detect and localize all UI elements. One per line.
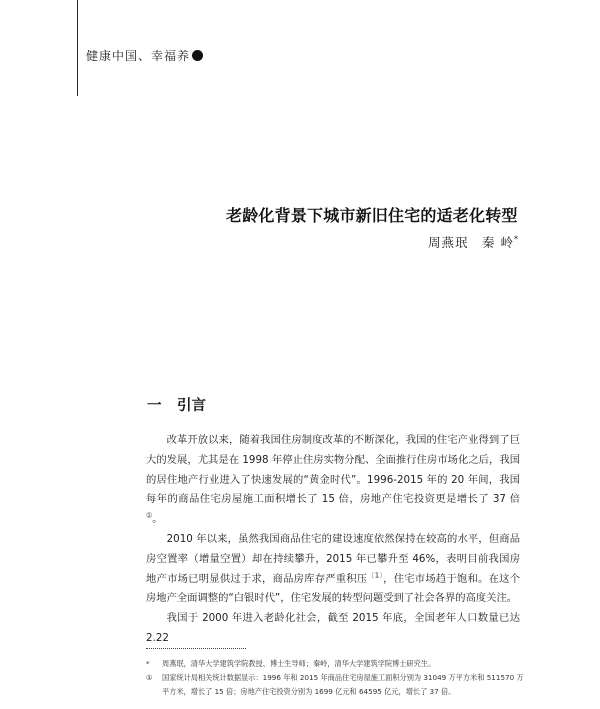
margin-rule (77, 0, 78, 96)
section-number: 一 (147, 398, 162, 414)
author-note-mark: * (513, 234, 519, 244)
paragraph: 2010 年以来，虽然我国商品住宅的建设速度依然保持在较高的水平，但商品房空置率（增量空置）却在持续攀升，2015 年已攀升至 46%，表明目前我国房地产市场已明显供过于求，商品房库存严重积压$^{〔1〕}$，住宅市场趋于饱和。在这个房地产全面调整的“白银时代”，住宅发展的转型问题受到了社会各界的高度关注。 (146, 532, 520, 605)
author-names: 周燕珉 秦 岭 (428, 235, 514, 250)
body-text (146, 431, 520, 649)
section-title: 引言 (177, 398, 206, 414)
footnote-divider (146, 648, 246, 649)
article-title: 老龄化背景下城市新旧住宅的适老化转型 (226, 206, 518, 225)
series-header (86, 47, 203, 64)
footnote (146, 657, 526, 671)
footnotes (146, 657, 526, 699)
footnote-mark: ① (146, 673, 153, 682)
section-heading (147, 394, 206, 415)
paragraph: 改革开放以来，随着我国住房制度改革的不断深化，我国的住宅产业得到了巨大的发展，尤其是在 1998 年停止住房实物分配、全面推行住房市场化之后，我国的居住地产行业进入了快速发展的“黄金时代”。1996-2015 年的 20 年间，我国每年的商品住宅房屋施工面积增长了 15 倍，房地产住宅投资更是增长了 37 倍①。 (146, 434, 520, 526)
series-dot-icon (192, 50, 203, 61)
footnote-mark: * (146, 659, 150, 668)
series-header-text: 健康中国、幸福养 (86, 49, 191, 63)
paragraph: 我国于 2000 年进入老龄化社会，截至 2015 年底，全国老年人口数量已达 2.22 (146, 612, 520, 644)
footnote (146, 671, 526, 699)
article-authors (428, 233, 519, 251)
citation-ref: 〔1〕 (367, 571, 384, 580)
footnote-text: 周燕珉，清华大学建筑学院教授、博士生导师；秦岭，清华大学建筑学院博士研究生。 (162, 659, 436, 668)
footnote-ref: ① (146, 511, 153, 520)
footnote-text: 国家统计局相关统计数据显示：1996 年和 2015 年商品住宅房屋施工面积分别为 31049 万平方米和 511570 万平方米，增长了 15 倍；房地产住宅投资分别为 1699 亿元和 64595 亿元，增长了 37 倍。 (162, 673, 524, 696)
